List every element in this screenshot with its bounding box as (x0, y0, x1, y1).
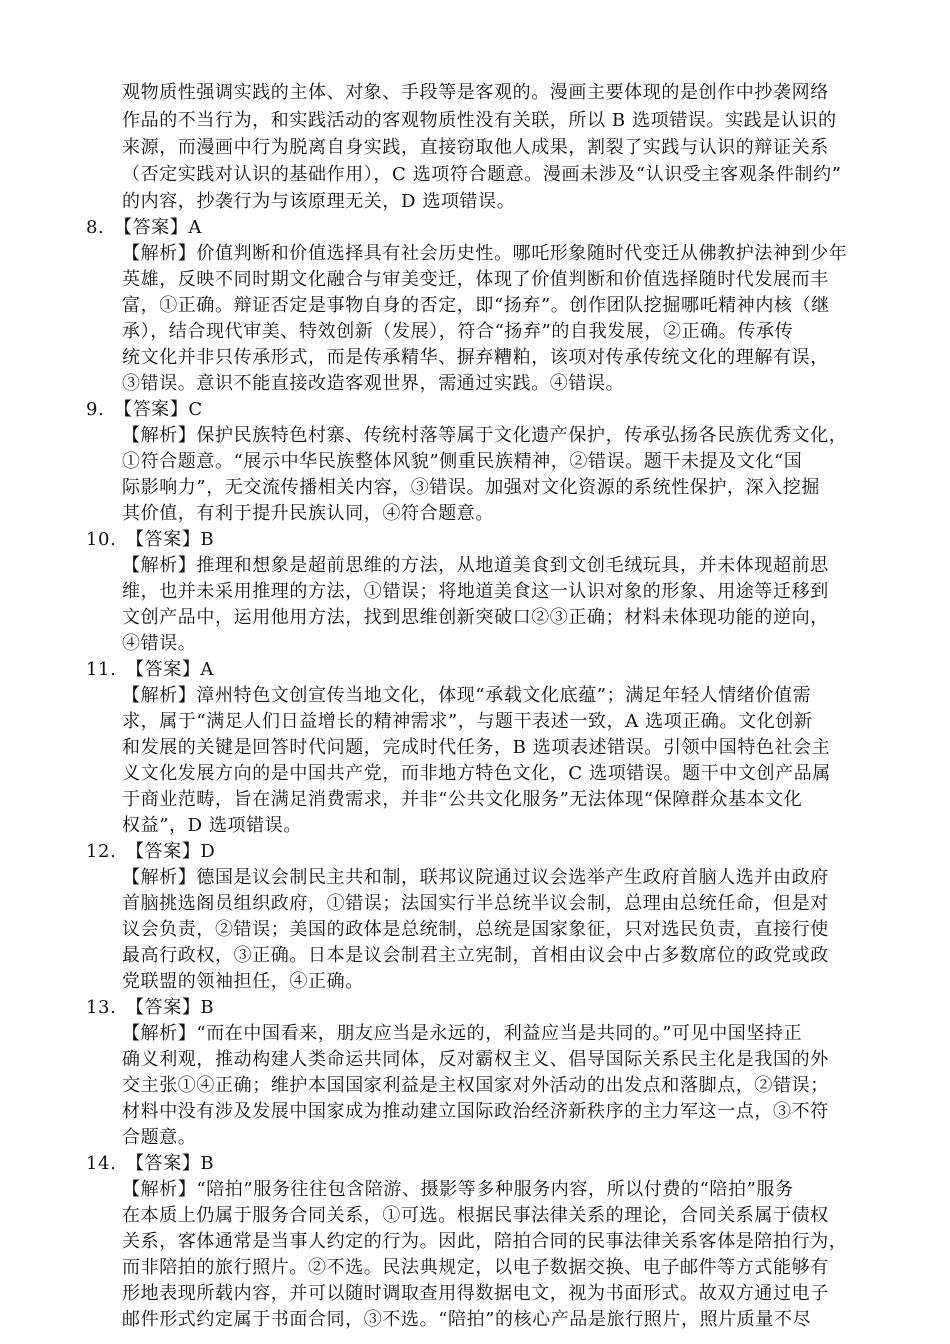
text-line: （否定实践对认识的基础作用），C 选项符合题意。漫画未涉及“认识受主客观条件制约” (122, 164, 842, 185)
text-line: 求，属于“满足人们日益增长的精神需求”，与题干表述一致，A 选项正确。文化创新 (122, 711, 813, 732)
text-line: 【解析】“而在中国看来，朋友应当是永远的，利益应当是共同的。”可见中国坚持正 (122, 1023, 803, 1044)
text-line: 的内容，抄袭行为与该原理无关，D 选项错误。 (122, 191, 516, 212)
text-line: 材料中没有涉及发展中国家成为推动建立国际政治经济新秩序的主力军这一点，③不符 (122, 1101, 829, 1122)
text-line: ③错误。意识不能直接改造客观世界，需通过实践。④错误。 (122, 373, 625, 394)
text-line: 关系，客体通常是当事人约定的行为。因此，陪拍合同的民事法律关系客体是陪拍行为， (122, 1231, 848, 1252)
text-line: 承），结合现代审美、特效创新（发展），符合“扬弃”的自我发展，②正确。传承传 (122, 321, 794, 342)
text-line: 在本质上仍属于服务合同关系，①可选。根据民事法律关系的理论，合同关系属于债权 (122, 1205, 829, 1226)
text-line: 文创产品中，运用他用方法，找到思维创新突破口②③正确；材料未体现功能的逆向， (122, 607, 829, 628)
text-line: 【解析】德国是议会制民主共和制，联邦议院通过议会选举产生政府首脑人选并由政府 (122, 867, 829, 888)
text-line: 而非陪拍的旅行照片。②不选。民法典规定，以电子数据交换、电子邮件等方式能够有 (122, 1257, 829, 1278)
text-line: 和发展的关键是回答时代问题，完成时代任务，B 选项表述错误。引领中国特色社会主 (122, 737, 831, 758)
text-line: 于商业范畴，旨在满足消费需求，并非“公共文化服务”无法体现“保障群众基本文化 (122, 789, 803, 810)
text-line: 【解析】保护民族特色村寨、传统村落等属于文化遗产保护，传承弘扬各民族优秀文化， (122, 425, 848, 446)
answer-line: 14. 【答案】B (86, 1153, 215, 1174)
text-line: ①符合题意。“展示中华民族整体风貌”侧重民族精神，②错误。题干未提及文化“国 (122, 451, 803, 472)
text-line: 确义利观，推动构建人类命运共同体，反对霸权主义、倡导国际关系民主化是我国的外 (122, 1049, 829, 1070)
text-line: 首脑挑选阁员组织政府，①错误；法国实行半总统半议会制，总理由总统任命，但是对 (122, 893, 829, 914)
text-line: 议会负责，②错误；美国的政体是总统制，总统是国家象征，只对选民负责，直接行使 (122, 919, 829, 940)
text-line: 【解析】“陪拍”服务往往包含陪游、摄影等多种服务内容，所以付费的“陪拍”服务 (122, 1179, 794, 1200)
text-line: 维，也并未采用推理的方法，①错误；将地道美食这一认识对象的形象、用途等迁移到 (122, 581, 829, 602)
text-line: 【解析】价值判断和价值选择具有社会历史性。哪吒形象随时代变迁从佛教护法神到少年 (122, 243, 848, 264)
text-line: ④错误。 (122, 633, 197, 654)
answer-line: 8. 【答案】A (86, 217, 202, 238)
answer-line: 12. 【答案】D (86, 841, 216, 862)
text-line: 形地表现所载内容，并可以随时调取查用得数据电文，视为书面形式。故双方通过电子 (122, 1283, 829, 1304)
text-line: 义文化发展方向的是中国共产党，而非地方特色文化，C 选项错误。题干中文创产品属 (122, 763, 831, 784)
answer-line: 13. 【答案】B (86, 997, 215, 1018)
text-line: 观物质性强调实践的主体、对象、手段等是客观的。漫画主要体现的是创作中抄袭网络 (122, 82, 829, 103)
text-line: 党联盟的领袖担任，④正确。 (122, 971, 364, 992)
text-line: 最高行政权，③正确。日本是议会制君主立宪制，首相由议会中占多数席位的政党或政 (122, 945, 829, 966)
text-line: 来源，而漫画中行为脱离自身实践，直接窃取他人成果，割裂了实践与认识的辩证关系 (122, 137, 829, 158)
text-line: 其价值，有利于提升民族认同，④符合题意。 (122, 503, 494, 524)
answer-line: 11. 【答案】A (86, 659, 215, 680)
text-line: 富，①正确。辩证否定是事物自身的否定，即“扬弃”。创作团队挖掘哪吒精神内核（继 (122, 295, 830, 316)
text-line: 【解析】推理和想象是超前思维的方法，从地道美食到文创毛绒玩具，并未体现超前思 (122, 555, 829, 576)
text-line: 交主张①④正确；维护本国国家利益是主权国家对外活动的出发点和落脚点，②错误； (122, 1075, 829, 1096)
text-line: 际影响力”，无交流传播相关内容，③错误。加强对文化资源的系统性保护，深入挖掘 (122, 477, 820, 498)
text-line: 统文化并非只传承形式，而是传承精华、摒弃糟粕，该项对传承传统文化的理解有误， (122, 347, 829, 368)
text-line: 邮件形式约定属于书面合同，③不选。“陪拍”的核心产品是旅行照片，照片质量不尽 (122, 1309, 812, 1330)
answer-line: 10. 【答案】B (86, 529, 215, 550)
text-line: 【解析】漳州特色文创宣传当地文化，体现“承载文化底蕴”；满足年轻人情绪价值需 (122, 685, 812, 706)
text-line: 权益”，D 选项错误。 (122, 815, 302, 836)
answer-line: 9. 【答案】C (86, 399, 203, 420)
text-line: 合题意。 (122, 1127, 197, 1148)
text-line: 作品的不当行为，和实践活动的客观物质性没有关联，所以 B 选项错误。实践是认识的 (122, 110, 837, 131)
text-line: 英雄，反映不同时期文化融合与审美变迁，体现了价值判断和价值选择随时代发展而丰 (122, 269, 829, 290)
